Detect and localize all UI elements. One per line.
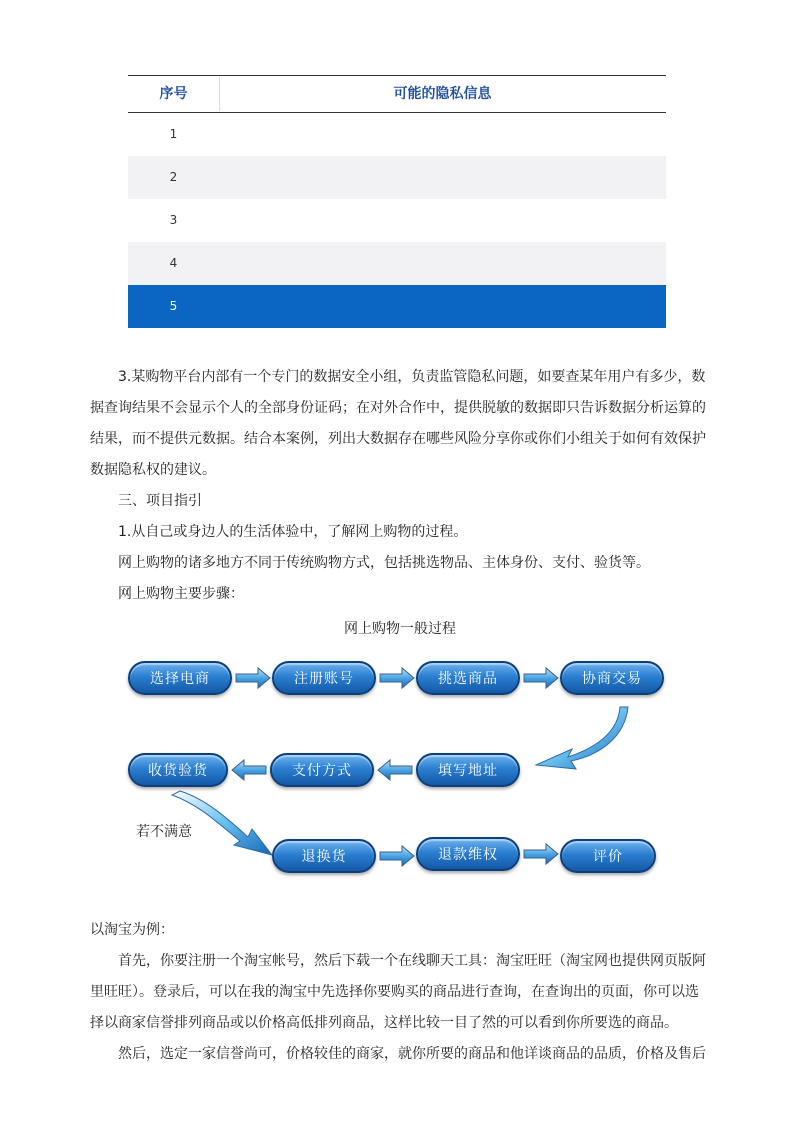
section-heading: 三、项目指引 xyxy=(118,493,202,509)
node-review: 评价 xyxy=(560,839,656,873)
header-index: 序号 xyxy=(159,86,188,102)
flowchart-title: 网上购物一般过程 xyxy=(344,621,456,637)
row-index: 2 xyxy=(169,170,178,184)
example-line: 择以商家信誉排列商品或以价格高低排列商品，这样比较一目了然的可以看到你所要选的商品。 xyxy=(90,1015,678,1031)
header-privacy-info: 可能的隐私信息 xyxy=(393,86,492,102)
table-row xyxy=(128,199,666,242)
node-select-ecommerce: 选择电商 xyxy=(128,661,232,695)
arrow-right-icon xyxy=(380,668,414,688)
arrow-left-icon xyxy=(232,760,266,780)
node-return-exchange: 退换货 xyxy=(272,839,376,873)
example-line: 首先，你要注册一个淘宝帐号，然后下载一个在线聊天工具：淘宝旺旺（淘宝网也提供网页版阿 xyxy=(118,953,706,969)
table-row xyxy=(128,242,666,285)
example-line: 里旺旺）。登录后，可以在我的淘宝中先选择你要购买的商品进行查询，在查询出的页面，你可以选 xyxy=(90,984,699,1000)
arrow-right-icon xyxy=(236,668,270,688)
question-3-line: 据查询结果不会显示个人的全部身份证码；在对外合作中，提供脱敏的数据即只告诉数据分析运算的 xyxy=(90,400,706,416)
guide-text: 网上购物主要步骤： xyxy=(118,586,244,602)
row-index: 3 xyxy=(169,213,178,227)
node-refund-rights: 退款维权 xyxy=(416,837,520,871)
flowchart-note: 若不满意 xyxy=(136,824,192,840)
node-negotiate: 协商交易 xyxy=(560,661,664,695)
node-receive-inspect: 收货验货 xyxy=(128,753,228,787)
node-fill-address: 填写地址 xyxy=(416,753,520,787)
arrow-right-icon xyxy=(524,844,558,864)
question-3-line: 3.某购物平台内部有一个专门的数据安全小组，负责监管隐私问题，如要查某年用户有多少，数 xyxy=(118,369,706,385)
question-3-line: 结果，而不提供元数据。结合本案例，列出大数据存在哪些风险分享你或你们小组关于如何有效保护 xyxy=(90,431,706,447)
example-intro: 以淘宝为例： xyxy=(90,922,174,938)
guide-text: 网上购物的诸多地方不同于传统购物方式，包括挑选物品、主体身份、支付、验货等。 xyxy=(118,555,650,571)
node-payment: 支付方式 xyxy=(270,753,374,787)
row-index: 1 xyxy=(169,127,178,141)
arrow-right-icon xyxy=(380,846,414,866)
curved-arrow-icon xyxy=(536,707,628,769)
arrow-left-icon xyxy=(378,760,412,780)
row-index: 4 xyxy=(169,256,178,270)
arrow-right-icon xyxy=(524,668,558,688)
table-row xyxy=(128,113,666,156)
example-line: 然后，选定一家信誉尚可，价格较佳的商家，就你所要的商品和他详谈商品的品质，价格及售后 xyxy=(118,1046,706,1062)
row-index: 5 xyxy=(169,299,178,313)
table-row xyxy=(128,156,666,199)
node-register-account: 注册账号 xyxy=(272,661,376,695)
question-3-line: 数据隐私权的建议。 xyxy=(90,462,216,478)
node-pick-goods: 挑选商品 xyxy=(416,661,520,695)
shopping-process-flowchart xyxy=(120,621,680,890)
guide-item: 1.从自己或身边人的生活体验中，了解网上购物的过程。 xyxy=(118,524,468,540)
table-row-highlighted xyxy=(128,285,666,328)
